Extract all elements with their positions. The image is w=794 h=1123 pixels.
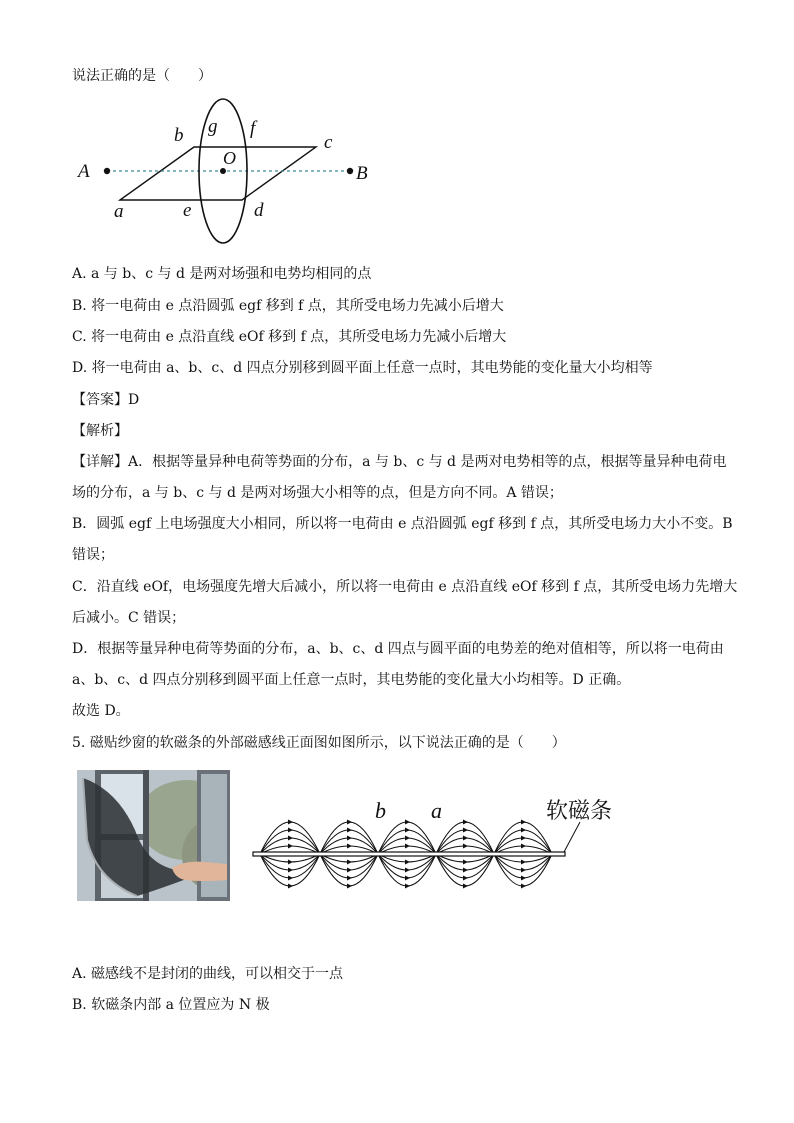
soft-magnetic-strip [253, 852, 565, 856]
field-arrow [288, 820, 293, 825]
detail-line-8: a、b、c、d 四点分别移到圆平面上任意一点时，其电势能的变化量大小均相等。D 正确。 [72, 672, 631, 688]
field-arrow [347, 828, 352, 833]
field-arrow [347, 876, 352, 881]
option-b: B. 将一电荷由 e 点沿圆弧 egf 移到 f 点，其所受电场力先减小后增大 [72, 298, 504, 314]
parallelogram-plane [120, 147, 316, 200]
detail-line-1: 【详解】A．根据等量异种电荷等势面的分布，a 与 b、c 与 d 是两对电势相等的点，根据等量异种电荷电 [72, 454, 727, 470]
center-O-dot [220, 168, 226, 174]
option-c: C. 将一电荷由 e 点沿直线 eOf 移到 f 点，其所受电场力先减小后增大 [72, 329, 507, 345]
charge-A-dot [104, 168, 110, 174]
field-arrow [521, 844, 526, 849]
field-arrow [405, 876, 410, 881]
option-d: D. 将一电荷由 a、b、c、d 四点分别移到圆平面上任意一点时，其电势能的变化量大小均相等 [72, 360, 653, 376]
detail-line-5: C．沿直线 eOf，电场强度先增大后减小，所以将一电荷由 e 点沿直线 eOf 移到 f 点，其所受电场力先增大 [72, 579, 738, 595]
field-arrow [405, 860, 410, 865]
field-arrow [521, 828, 526, 833]
field-arrow [463, 860, 468, 865]
field-arrow [405, 820, 410, 825]
field-arrow [288, 868, 293, 873]
field-arrow [347, 860, 352, 865]
field-arrow [405, 844, 410, 849]
q5-option-b: B. 软磁条内部 a 位置应为 N 极 [72, 997, 270, 1013]
label-a-pole: a [431, 798, 442, 823]
field-arrow [288, 844, 293, 849]
label-A: A [78, 161, 90, 182]
label-b: b [174, 125, 184, 146]
field-arrow [288, 836, 293, 841]
field-arrow [463, 836, 468, 841]
field-arrow [347, 868, 352, 873]
label-g: g [208, 116, 218, 137]
field-arrow [463, 884, 468, 889]
field-arrow [405, 884, 410, 889]
label-f: f [250, 118, 256, 139]
label-a: a [114, 201, 124, 222]
field-arrow [463, 844, 468, 849]
field-arrow [463, 820, 468, 825]
charge-plane-figure [70, 92, 380, 252]
label-B: B [356, 163, 368, 184]
label-soft-magnetic-strip: 软磁条 [546, 798, 613, 823]
charge-B-dot [347, 168, 353, 174]
field-arrow [288, 876, 293, 881]
field-arrow [288, 860, 293, 865]
field-arrow [463, 828, 468, 833]
field-arrow [405, 868, 410, 873]
field-arrow [347, 884, 352, 889]
option-a: A. a 与 b、c 与 d 是两对场强和电势均相同的点 [72, 266, 372, 282]
question-5: 5. 磁贴纱窗的软磁条的外部磁感线正面图如图所示，以下说法正确的是（ ） [72, 735, 566, 751]
conclusion-line: 故选 D。 [72, 703, 130, 719]
strip-pointer-line [564, 822, 580, 852]
detail-line-3: B．圆弧 egf 上电场强度大小相同，所以将一电荷由 e 点沿圆弧 egf 移到 f 点，其所受电场力大小不变。B [72, 516, 733, 532]
label-O: O [223, 148, 236, 168]
detail-line-6: 后减小。C 错误； [72, 610, 186, 626]
field-arrow [347, 820, 352, 825]
detail-line-4: 错误； [72, 547, 114, 563]
window-screen-photo [77, 770, 230, 901]
field-arrow [521, 820, 526, 825]
field-arrow [521, 836, 526, 841]
field-arrow [347, 836, 352, 841]
q5-option-a: A. 磁感线不是封闭的曲线，可以相交于一点 [72, 966, 344, 982]
detail-line-2: 场的分布，a 与 b、c 与 d 是两对场强大小相等的点，但是方向不同。A 错误； [72, 485, 563, 501]
answer-line [72, 390, 139, 410]
field-arrow [405, 828, 410, 833]
analysis-tag: 【解析】 [72, 423, 128, 439]
field-arrow [405, 836, 410, 841]
answer-value: D [128, 392, 140, 408]
field-arrow [521, 860, 526, 865]
label-d: d [254, 200, 264, 221]
field-arrow [521, 884, 526, 889]
label-c: c [324, 132, 333, 153]
field-arrow [288, 828, 293, 833]
field-arrow [347, 844, 352, 849]
field-arrow [521, 876, 526, 881]
label-b-pole: b [375, 798, 386, 823]
field-arrow [463, 876, 468, 881]
label-e: e [183, 200, 192, 221]
question-tail: 说法正确的是（ ） [72, 68, 212, 84]
answer-tag: 【答案】 [72, 392, 128, 408]
field-arrow [463, 868, 468, 873]
detail-line-7: D．根据等量异种电荷等势面的分布，a、b、c、d 四点与圆平面的电势差的绝对值相等，所以将一电荷由 [72, 641, 724, 657]
magnetic-strip-figure [250, 790, 630, 900]
field-arrow [521, 868, 526, 873]
field-arrow [288, 884, 293, 889]
